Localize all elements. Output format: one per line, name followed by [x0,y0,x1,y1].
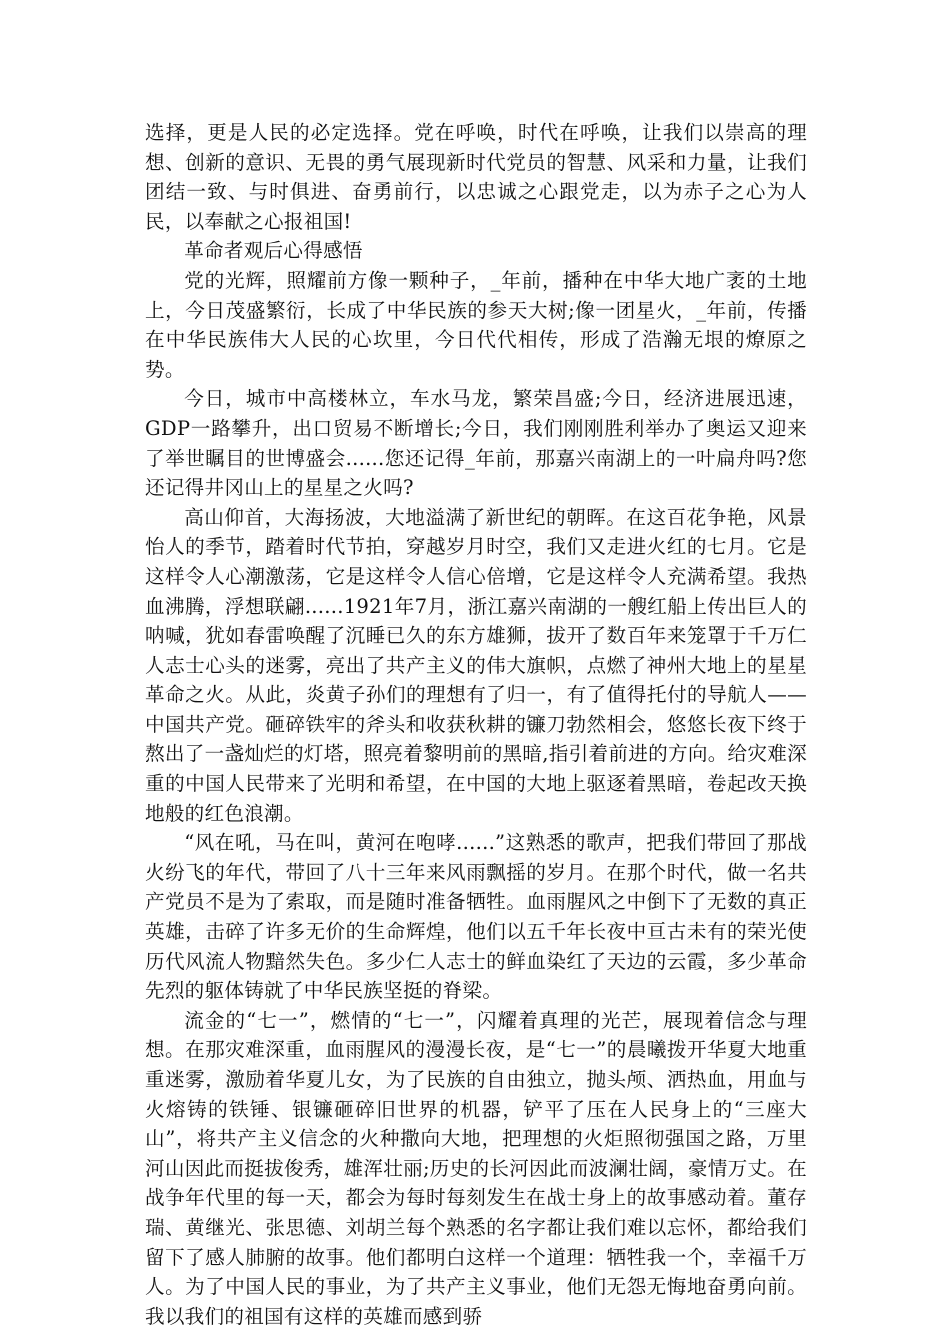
paragraph-yellow-river-song: “风在吼，马在叫，黄河在咆哮......”这熟悉的歌声，把我们带回了那战火纷飞的年代，带回了八十三年来风雨飘摇的岁月。在那个时代，做一名共产党员不是为了索取，而是随时准备牺牲。血雨腥风之中倒下了无数的真正英雄，击碎了许多无价的生命辉煌，他们以五千年长夜中亘古未有的荣光使历代风流人物黯然失色。多少仁人志士的鲜血染红了天边的云霞，多少革命先烈的躯体铸就了中华民族坚挺的脊梁。 [145,831,807,1003]
paragraph-mountains-sea: 高山仰首，大海扬波，大地溢满了新世纪的朝晖。在这百花争艳，风景怡人的季节，踏着时代节拍，穿越岁月时空，我们又走进火红的七月。它是这样令人心潮激荡，它是这样令人信心倍增，它是这样令人充满希望。我热血沸腾，浮想联翩......1921年7月，浙江嘉兴南湖的一艘红船上传出巨人的呐喊，犹如春雷唤醒了沉睡已久的东方雄狮，拔开了数百年来笼罩于千万仁人志士心头的迷雾，亮出了共产主义的伟大旗帜，点燃了神州大地上的星星革命之火。从此，炎黄子孙们的理想有了归一，有了值得托付的导航人——中国共产党。砸碎铁牢的斧头和收获秋耕的镰刀勃然相会，悠悠长夜下终于熬出了一盏灿烂的灯塔，照亮着黎明前的黑暗,指引着前进的方向。给灾难深重的中国人民带来了光明和希望，在中国的大地上驱逐着黑暗，卷起改天换地般的红色浪潮。 [145,505,807,825]
paragraph-july-first: 流金的“七一”，燃情的“七一”，闪耀着真理的光芒，展现着信念与理想。在那灾难深重，血雨腥风的漫漫长夜，是“七一”的晨曦拨开华夏大地重重迷雾，激励着华夏儿女，为了民族的自由独立，抛头颅、洒热血，用血与火熔铸的铁锤、银镰砸碎旧世界的机器，铲平了压在人民身上的“三座大山”，将共产主义信念的火种撒向大地，把理想的火炬照彻强国之路，万里河山因此而挺拔俊秀，雄浑壮丽;历史的长河因此而波澜壮阔，豪情万丈。在战争年代里的每一天，都会为每时每刻发生在战士身上的故事感动着。董存瑞、黄继光、张思德、刘胡兰每个熟悉的名字都让我们难以忘怀，都给我们留下了感人肺腑的故事。他们都明白这样一个道理：牺牲我一个，幸福千万人。为了中国人民的事业，为了共产主义事业，他们无怨无悔地奋勇向前。我以我们的祖国有这样的英雄而感到骄 [145,1008,807,1328]
section-heading: 革命者观后心得感悟 [184,239,363,263]
paragraph-today: 今日，城市中高楼林立，车水马龙，繁荣昌盛;今日，经济进展迅速，GDP一路攀升，出口贸易不断增长;今日，我们刚刚胜利举办了奥运又迎来了举世瞩目的世博盛会......您还记得_年前，那嘉兴南湖上的一叶扁舟吗?您还记得井冈山上的星星之火吗? [145,387,807,500]
paragraph-continuation: 选择，更是人民的必定选择。党在呼唤，时代在呼唤，让我们以崇高的理想、创新的意识、无畏的勇气展现新时代党员的智慧、风采和力量，让我们团结一致、与时俱进、奋勇前行，以忠诚之心跟党走，以为赤子之心为人民，以奉献之心报祖国! [145,121,807,233]
paragraph-party-light: 党的光辉，照耀前方像一颗种子，_年前，播种在中华大地广袤的土地上，今日茂盛繁衍，长成了中华民族的参天大树;像一团星火，_年前，传播在中华民族伟大人民的心坎里，今日代代相传，形成了浩瀚无垠的燎原之势。 [145,268,807,381]
document-body [145,118,807,1331]
